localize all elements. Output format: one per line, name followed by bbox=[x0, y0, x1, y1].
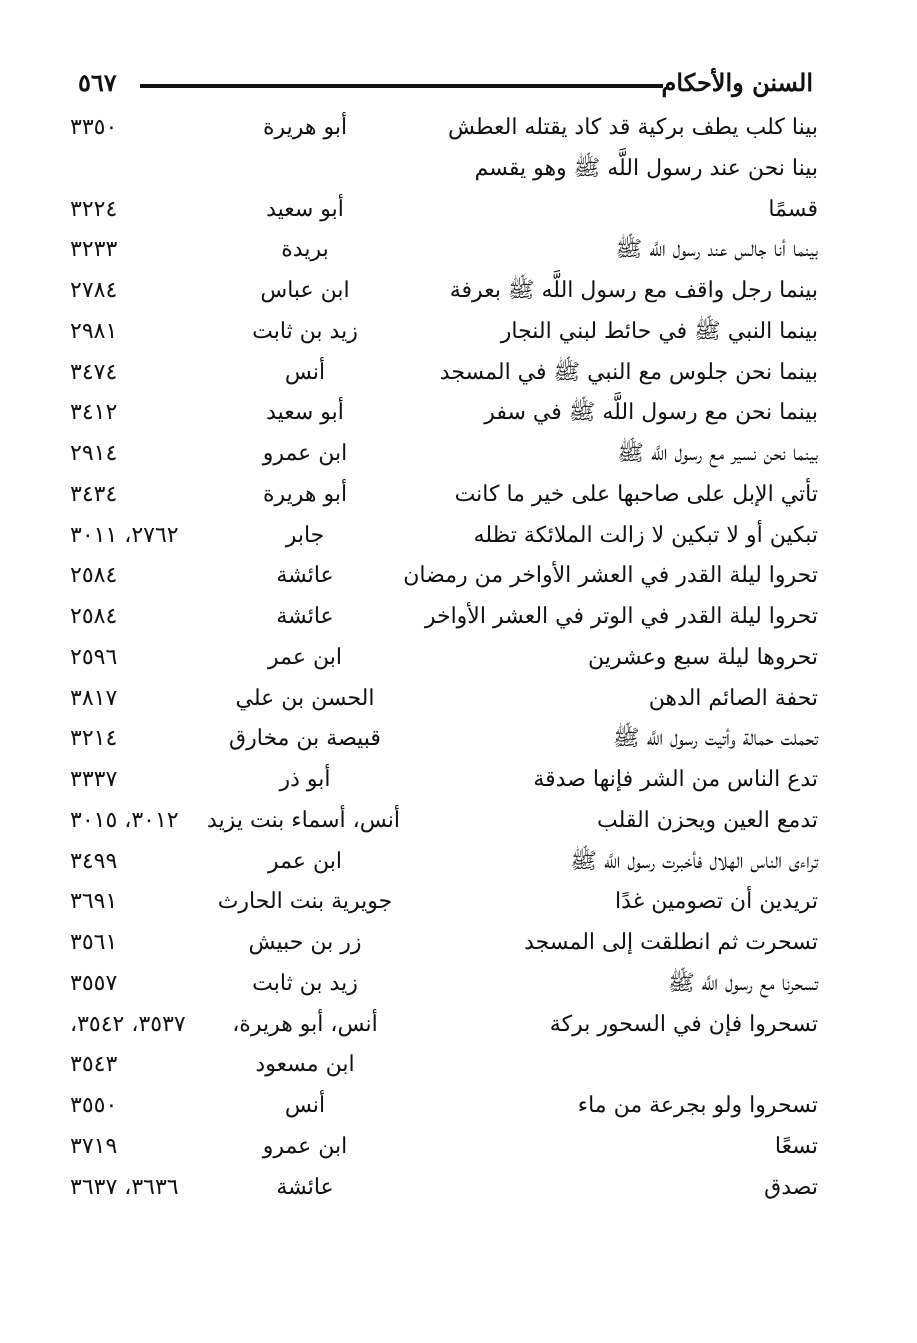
reference-numbers: ٢٥٩٦ bbox=[70, 644, 118, 670]
hadith-text: تبكين أو لا تبكين لا زالت الملائكة تظله bbox=[473, 522, 818, 548]
reference-numbers: ٣٥٥٧ bbox=[70, 970, 118, 996]
hadith-text: قسمًا bbox=[768, 196, 818, 222]
index-entry bbox=[70, 353, 818, 394]
hadith-text: تحروا ليلة القدر في العشر الأواخر من رمضان bbox=[403, 563, 818, 589]
hadith-text: بينا كلب يطف بركية قد كاد يقتله العطش bbox=[447, 115, 818, 140]
narrator: ابن مسعود bbox=[255, 1052, 355, 1078]
reference-numbers: ٣٥٥٠ bbox=[70, 1093, 118, 1118]
reference-numbers: ٣٢٢٤ bbox=[70, 196, 118, 222]
reference-numbers: ٣٣٥٠ bbox=[70, 115, 118, 140]
reference-numbers: ٣٦٣٦، ٣٦٣٧ bbox=[70, 1174, 179, 1200]
narrator: ابن عمرو bbox=[262, 441, 348, 466]
index-entry bbox=[70, 556, 818, 597]
narrator: أبو سعيد bbox=[266, 196, 344, 222]
narrator: عائشة bbox=[276, 563, 334, 589]
reference-numbers: ٣٥٣٧، ٣٥٤٢، bbox=[70, 1011, 186, 1037]
narrator: ابن عمرو bbox=[262, 1133, 348, 1159]
hadith-text: بينما النبي ﷺ في حائط لبني النجار bbox=[500, 318, 818, 344]
hadith-text: تدمع العين ويحزن القلب bbox=[596, 807, 818, 833]
narrator: زيد بن ثابت bbox=[252, 970, 358, 996]
reference-numbers: ٣٤٣٤ bbox=[70, 481, 118, 507]
narrator: قبيصة بن مخارق bbox=[229, 726, 381, 752]
index-entry bbox=[70, 638, 818, 679]
reference-numbers: ٢٥٨٤ bbox=[70, 563, 118, 589]
reference-numbers: ٣٥٤٣ bbox=[70, 1052, 118, 1078]
index-entry bbox=[70, 230, 818, 271]
index-entry bbox=[70, 1127, 818, 1168]
index-entry bbox=[70, 393, 818, 434]
running-title: السنن والأحكام bbox=[661, 68, 813, 97]
index-entry bbox=[70, 597, 818, 638]
index-entry bbox=[70, 516, 818, 557]
reference-numbers: ٢٩٨١ bbox=[70, 318, 118, 344]
hadith-text: تسحرت ثم انطلقت إلى المسجد bbox=[524, 930, 818, 955]
hadith-text: بينما نحن مع رسول اللَّه ﷺ في سفر bbox=[484, 400, 818, 426]
reference-numbers: ٣٦٩١ bbox=[70, 889, 118, 915]
index-entry bbox=[70, 842, 818, 883]
hadith-text: تدع الناس من الشر فإنها صدقة bbox=[533, 767, 818, 792]
header-rule bbox=[140, 84, 663, 88]
narrator: ابن عباس bbox=[260, 278, 350, 303]
narrator: أنس bbox=[284, 359, 326, 385]
hadith-text: تريدين أن تصومين غدًا bbox=[615, 889, 818, 915]
reference-numbers: ٢٥٨٤ bbox=[70, 604, 118, 629]
reference-numbers: ٣٠١٢، ٣٠١٥ bbox=[70, 807, 179, 833]
hadith-text: بينما نحن نسير مع رسول اللَّه ﷺ bbox=[617, 441, 818, 466]
narrator: جويرية بنت الحارث bbox=[217, 889, 393, 915]
index-list bbox=[70, 108, 818, 1208]
index-entry bbox=[70, 312, 818, 353]
index-entry bbox=[70, 1045, 818, 1086]
hadith-text: تحملت حمالة وأتيت رسول اللَّه ﷺ bbox=[613, 726, 818, 752]
hadith-text: تسعًا bbox=[774, 1133, 818, 1159]
hadith-text: بينما رجل واقف مع رسول اللَّه ﷺ بعرفة bbox=[449, 278, 818, 303]
narrator: زر بن حبيش bbox=[248, 930, 362, 955]
reference-numbers: ٣٨١٧ bbox=[70, 685, 118, 711]
index-entry bbox=[70, 1005, 818, 1046]
reference-numbers: ٣٣٣٧ bbox=[70, 767, 118, 792]
reference-numbers: ٣٤٩٩ bbox=[70, 848, 118, 874]
index-entry bbox=[70, 1168, 818, 1209]
reference-numbers: ٣٤١٢ bbox=[70, 400, 118, 426]
index-entry bbox=[70, 882, 818, 923]
index-entry bbox=[70, 475, 818, 516]
hadith-text: تأتي الإبل على صاحبها على خير ما كانت bbox=[454, 481, 818, 507]
narrator: أنس، أبو هريرة، bbox=[232, 1011, 378, 1037]
index-entry bbox=[70, 679, 818, 720]
index-entry bbox=[70, 190, 818, 231]
reference-numbers: ٣٤٧٤ bbox=[70, 359, 118, 385]
reference-numbers: ٣٧١٩ bbox=[70, 1133, 118, 1159]
index-entry bbox=[70, 719, 818, 760]
narrator: أنس، أسماء بنت يزيد bbox=[207, 807, 400, 833]
hadith-text: تسحروا ولو بجرعة من ماء bbox=[577, 1093, 818, 1118]
index-entry bbox=[70, 1086, 818, 1127]
reference-numbers: ٢٧٦٢، ٣٠١١ bbox=[70, 522, 179, 548]
narrator: ابن عمر bbox=[268, 848, 342, 874]
index-entry bbox=[70, 271, 818, 312]
hadith-text: تسحرنا مع رسول اللَّه ﷺ bbox=[667, 970, 818, 996]
index-entry bbox=[70, 760, 818, 801]
reference-numbers: ٢٩١٤ bbox=[70, 441, 118, 466]
hadith-text: بينما أنا جالس عند رسول اللَّه ﷺ bbox=[615, 237, 818, 263]
narrator: زيد بن ثابت bbox=[252, 318, 358, 344]
narrator: أبو سعيد bbox=[266, 400, 344, 426]
reference-numbers: ٣٥٦١ bbox=[70, 930, 118, 955]
page-number: ٥٦٧ bbox=[78, 68, 117, 97]
narrator: جابر bbox=[285, 522, 325, 548]
hadith-text: تسحروا فإن في السحور بركة bbox=[549, 1011, 818, 1037]
hadith-text: تحروها ليلة سبع وعشرين bbox=[588, 644, 818, 670]
narrator: أبو ذر bbox=[279, 767, 331, 792]
index-entry bbox=[70, 149, 818, 190]
hadith-text: تصدق bbox=[764, 1174, 818, 1200]
page-header bbox=[78, 64, 813, 106]
hadith-text: تحفة الصائم الدهن bbox=[648, 685, 818, 711]
narrator: عائشة bbox=[276, 604, 334, 629]
narrator: أبو هريرة bbox=[262, 481, 348, 507]
hadith-text: بينما نحن جلوس مع النبي ﷺ في المسجد bbox=[439, 359, 818, 385]
hadith-text: تحروا ليلة القدر في الوتر في العشر الأواخر bbox=[424, 604, 818, 629]
reference-numbers: ٣٢٣٣ bbox=[70, 237, 118, 263]
reference-numbers: ٣٢١٤ bbox=[70, 726, 118, 752]
index-entry bbox=[70, 108, 818, 149]
narrator: الحسن بن علي bbox=[235, 685, 375, 711]
narrator: ابن عمر bbox=[268, 644, 342, 670]
hadith-text: تراءى الناس الهلال فأخبرت رسول اللَّه ﷺ bbox=[570, 848, 818, 874]
reference-numbers: ٢٧٨٤ bbox=[70, 278, 118, 303]
hadith-text: بينا نحن عند رسول اللَّه ﷺ وهو يقسم bbox=[474, 155, 818, 181]
index-entry bbox=[70, 434, 818, 475]
index-entry bbox=[70, 964, 818, 1005]
narrator: أنس bbox=[284, 1093, 326, 1118]
narrator: أبو هريرة bbox=[262, 115, 348, 140]
index-entry bbox=[70, 801, 818, 842]
narrator: عائشة bbox=[276, 1174, 334, 1200]
index-entry bbox=[70, 923, 818, 964]
narrator: بريدة bbox=[281, 237, 329, 263]
